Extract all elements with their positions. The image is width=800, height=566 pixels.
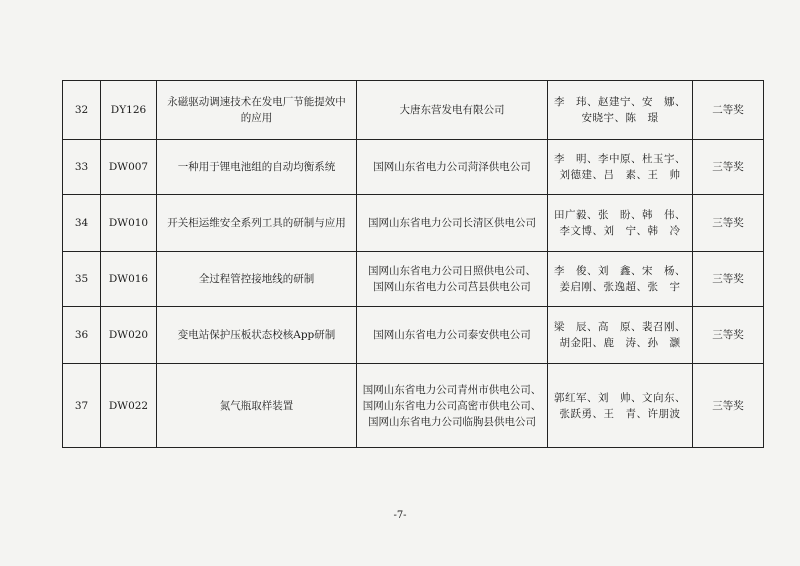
cell-unit	[357, 81, 548, 140]
cell-number: 37	[63, 364, 101, 448]
table-row	[63, 307, 764, 364]
cell-code: DW022	[101, 364, 157, 448]
cell-unit-line: 国网山东省电力公司泰安供电公司	[373, 329, 531, 341]
cell-code: DW020	[101, 307, 157, 364]
cell-unit-line: 国网山东省电力公司菏泽供电公司	[373, 161, 531, 173]
cell-award-level: 三等奖	[693, 140, 764, 195]
cell-unit	[357, 195, 548, 252]
cell-award-level: 三等奖	[693, 252, 764, 307]
table-row	[63, 140, 764, 195]
cell-unit-line: 国网山东省电力公司日照供电公司、	[368, 265, 536, 277]
cell-unit	[357, 252, 548, 307]
cell-title	[157, 195, 357, 252]
cell-people	[548, 364, 693, 448]
table-row	[63, 81, 764, 140]
cell-title	[157, 307, 357, 364]
cell-people	[548, 140, 693, 195]
cell-people-line: 张跃勇、王 青、许朋波	[559, 407, 681, 420]
cell-people	[548, 195, 693, 252]
cell-people-line: 李文博、刘 宁、韩 冷	[559, 225, 681, 237]
cell-title-line: 开关柜运维安全系列工具的研制与应用	[167, 217, 346, 229]
cell-title	[157, 252, 357, 307]
cell-people-line: 田广毅、张 盼、韩 伟、	[554, 209, 686, 221]
cell-people-line: 李 明、李中原、杜玉宇、	[554, 153, 686, 165]
cell-people-line: 郭红军、刘 帅、文向东、	[554, 391, 686, 404]
cell-unit	[357, 140, 548, 195]
cell-award-level: 二等奖	[693, 81, 764, 140]
cell-title-line: 的应用	[240, 112, 273, 124]
cell-number: 35	[63, 252, 101, 307]
cell-people-line: 刘德建、吕 素、王 帅	[559, 169, 681, 181]
cell-code: DW007	[101, 140, 157, 195]
cell-title-line: 氮气瓶取样装置	[219, 399, 294, 412]
cell-people	[548, 307, 693, 364]
awards-table	[62, 80, 764, 448]
cell-title	[157, 81, 357, 140]
table-row	[63, 252, 764, 307]
page-number: -7-	[393, 510, 407, 521]
cell-people	[548, 81, 693, 140]
cell-code: DY126	[101, 81, 157, 140]
cell-title	[157, 140, 357, 195]
cell-people-line: 梁 辰、高 原、裴召刚、	[554, 321, 686, 333]
cell-title-line: 一种用于锂电池组的自动均衡系统	[177, 161, 336, 173]
table-row	[63, 195, 764, 252]
cell-title-line: 变电站保护压板状态校核App研制	[177, 329, 336, 341]
cell-title-line: 永磁驱动调速技术在发电厂节能提效中	[167, 96, 346, 108]
cell-code: DW010	[101, 195, 157, 252]
cell-unit-line: 国网山东省电力公司临朐县供电公司	[368, 415, 536, 428]
cell-people-line: 李 俊、刘 鑫、宋 杨、	[554, 265, 686, 277]
cell-people-line: 胡金阳、鹿 涛、孙 灏	[559, 337, 681, 349]
cell-number: 34	[63, 195, 101, 252]
cell-people	[548, 252, 693, 307]
table-row	[63, 364, 764, 448]
cell-unit-line: 国网山东省电力公司长清区供电公司	[368, 217, 536, 229]
cell-unit-line: 国网山东省电力公司莒县供电公司	[373, 281, 531, 293]
cell-unit-line: 大唐东营发电有限公司	[399, 104, 505, 116]
cell-unit-line: 国网山东省电力公司青州市供电公司、	[362, 383, 542, 396]
cell-number: 33	[63, 140, 101, 195]
cell-code: DW016	[101, 252, 157, 307]
cell-title	[157, 364, 357, 448]
cell-people-line: 安晓宇、陈 璟	[581, 112, 659, 124]
cell-unit	[357, 307, 548, 364]
cell-award-level: 三等奖	[693, 364, 764, 448]
cell-unit	[357, 364, 548, 448]
cell-award-level: 三等奖	[693, 195, 764, 252]
cell-number: 32	[63, 81, 101, 140]
cell-number: 36	[63, 307, 101, 364]
cell-people-line: 李 玮、赵建宁、安 娜、	[554, 96, 686, 108]
cell-people-line: 姜启刚、张逸超、张 宇	[559, 281, 681, 293]
cell-title-line: 全过程管控接地线的研制	[198, 273, 315, 285]
cell-unit-line: 国网山东省电力公司高密市供电公司、	[362, 399, 542, 412]
cell-award-level: 三等奖	[693, 307, 764, 364]
